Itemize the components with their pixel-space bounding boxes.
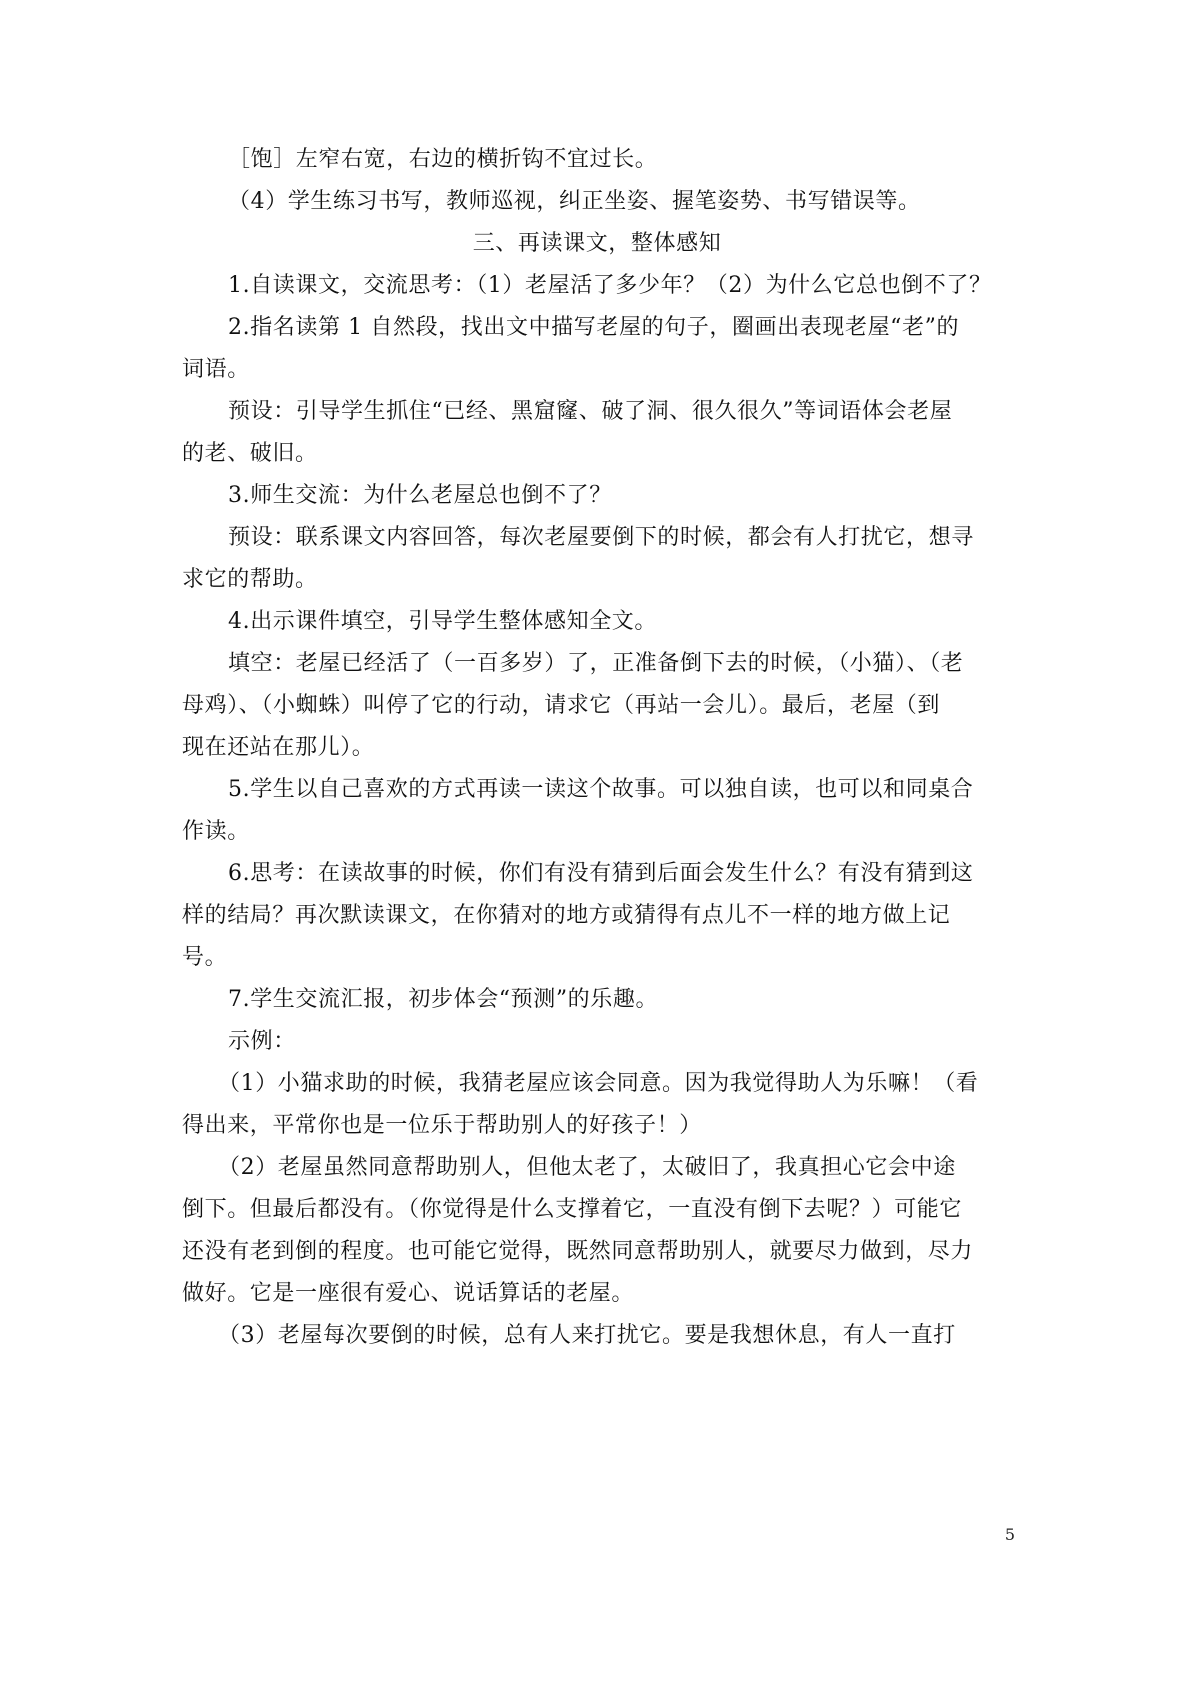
text-line: 样的结局？再次默读课文，在你猜对的地方或猜得有点儿不一样的地方做上记	[182, 903, 951, 928]
text-line: 示例：	[228, 1029, 296, 1054]
text-line: 预设：引导学生抓住“已经、黑窟窿、破了洞、很久很久”等词语体会老屋	[228, 399, 953, 424]
text-line: 现在还站在那儿）。	[182, 735, 375, 760]
text-line: 3.师生交流：为什么老屋总也倒不了？	[228, 483, 612, 508]
document-body	[182, 139, 1012, 1357]
text-line: 倒下。但最后都没有。（你觉得是什么支撑着它，一直没有倒下去呢？）可能它	[182, 1197, 963, 1222]
page-number: 5	[1004, 1525, 1015, 1544]
text-line: （4）学生练习书写，教师巡视，纠正坐姿、握笔姿势、书写错误等。	[228, 189, 921, 214]
text-line: 填空：老屋已经活了（一百多岁）了，正准备倒下去的时候，（小猫）、（老	[228, 651, 964, 676]
text-line: 做好。它是一座很有爱心、说话算话的老屋。	[182, 1281, 635, 1306]
text-line: 6.思考：在读故事的时候，你们有没有猜到后面会发生什么？有没有猜到这	[228, 861, 974, 886]
text-line: （3）老屋每次要倒的时候，总有人来打扰它。要是我想休息，有人一直打	[218, 1323, 956, 1348]
text-line: 预设：联系课文内容回答，每次老屋要倒下的时候，都会有人打扰它，想寻	[228, 525, 974, 550]
text-line: 1.自读课文，交流思考：（1）老屋活了多少年？（2）为什么它总也倒不了？	[228, 273, 992, 298]
text-line: 作读。	[182, 819, 250, 844]
text-line: 词语。	[182, 357, 250, 382]
text-line: 的老、破旧。	[182, 441, 318, 466]
text-line: （2）老屋虽然同意帮助别人，但他太老了，太破旧了，我真担心它会中途	[218, 1155, 956, 1180]
text-line: ［饱］左窄右宽，右边的横折钩不宜过长。	[228, 147, 658, 172]
text-line: 7.学生交流汇报，初步体会“预测”的乐趣。	[228, 987, 659, 1012]
text-line: （1）小猫求助的时候，我猜老屋应该会同意。因为我觉得助人为乐嘛！（看	[218, 1071, 979, 1096]
text-line: 母鸡）、（小蜘蛛）叫停了它的行动，请求它（再站一会儿）。最后，老屋（到	[182, 693, 941, 718]
text-line: 4.出示课件填空，引导学生整体感知全文。	[228, 609, 657, 634]
text-line: 得出来，平常你也是一位乐于帮助别人的好孩子！）	[182, 1113, 702, 1138]
text-line: 2.指名读第 1 自然段，找出文中描写老屋的句子，圈画出表现老屋“老”的	[228, 315, 960, 340]
text-line: 还没有老到倒的程度。也可能它觉得，既然同意帮助别人，就要尽力做到，尽力	[182, 1239, 974, 1264]
text-line: 5.学生以自己喜欢的方式再读一读这个故事。可以独自读，也可以和同桌合	[228, 777, 974, 802]
text-line: 求它的帮助。	[182, 567, 318, 592]
section-heading: 三、再读课文，整体感知	[472, 231, 722, 256]
text-line: 号。	[182, 945, 228, 970]
